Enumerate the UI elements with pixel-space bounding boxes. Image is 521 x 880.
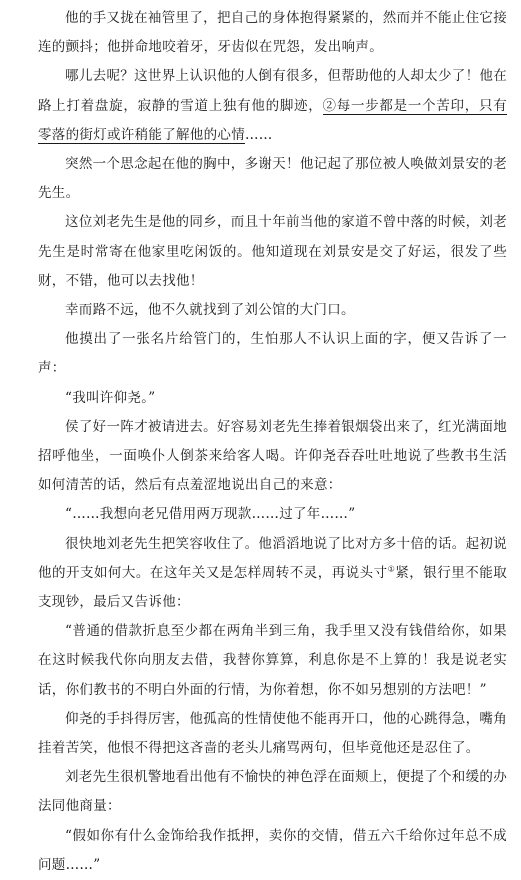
paragraph: 刘老先生很机警地看出他有不愉快的神色浮在面颊上，便提了个和缓的办法同他商量： [38,769,507,815]
paragraph-text: 很快地刘老先生把笑容收住了。他滔滔地说了比对方多十倍的话。起初说他的开支如何大。在这年关又是怎样周转不灵，再说头寸 [38,535,507,581]
paragraph: “我叫许仰尧。” [65,389,156,406]
underlined-sentence: ②每一步都是一个苦印，只有零落的街灯或许稍能了解他的心情 [38,97,507,143]
paragraph-text: 哪儿去呢？这世界上认识他的人倒有很多，但帮助他的人却太少了！他在路上打着盘旋，寂静的雪道上独有他的脚迹， [38,68,507,114]
paragraph: 侯了好一阵才被请进去。好容易刘老先生捧着银烟袋出来了，红光满面地招呼他坐，一面唤仆人倒茶来给客人喝。许仰尧吞吞吐吐地说了些教书生活如何清苦的话，然后有点羞涩地说出自己的来意： [38,418,507,494]
paragraph-marked [38,62,507,150]
paragraph: 突然一个思念起在他的胸中，多谢天！他记起了那位被人唤做刘景安的老先生。 [38,156,507,202]
paragraph: 这位刘老先生是他的同乡，而且十年前当他的家道不曾中落的时候，刘老先生是时常寄在他家里吃闲饭的。他知道现在刘景安是交了好运，很发了些财，不错，他可以去找他！ [38,214,507,289]
paragraph: “假如你有什么金饰给我作抵押，卖你的交情，借五六千给你过年总不成问题……” [38,827,507,873]
paragraph: “……我想向老兄借用两万现款……过了年……” [65,506,356,523]
paragraph-footnoted [38,530,507,618]
paragraph-text: …… [245,126,273,143]
paragraph: 仰尧的手抖得厉害，他孤高的性情使他不能再开口，他的心跳得急，嘴角挂着苦笑，他恨不得把这吝啬的老头儿痛骂两句，但毕竟他还是忍住了。 [38,710,507,757]
footnote-marker: ① [387,564,396,574]
paragraph: 他摸出了一张名片给管门的，生怕那人不认识上面的字，便又告诉了一声： [38,331,507,377]
paragraph: “普通的借款折息至少都在两角半到三角，我手里又没有钱借给你，如果在这时候我代你向朋友去借，我替你算算，利息你是不上算的！我是说老实话，你们教书的不明白外面的行情，为你着想，你不如另想别的方法吧！” [38,623,507,698]
paragraph-text: 紧，银行里不能取支现钞，最后又告诉他： [38,564,508,611]
paragraph: 幸而路不远，他不久就找到了刘公馆的大门口。 [65,302,355,319]
paragraph: 他的手又拢在袖管里了，把自己的身体抱得紧紧的，然而并不能止住它接连的颤抖；他拼命地咬着牙，牙齿似在咒怨，发出响声。 [38,10,507,56]
